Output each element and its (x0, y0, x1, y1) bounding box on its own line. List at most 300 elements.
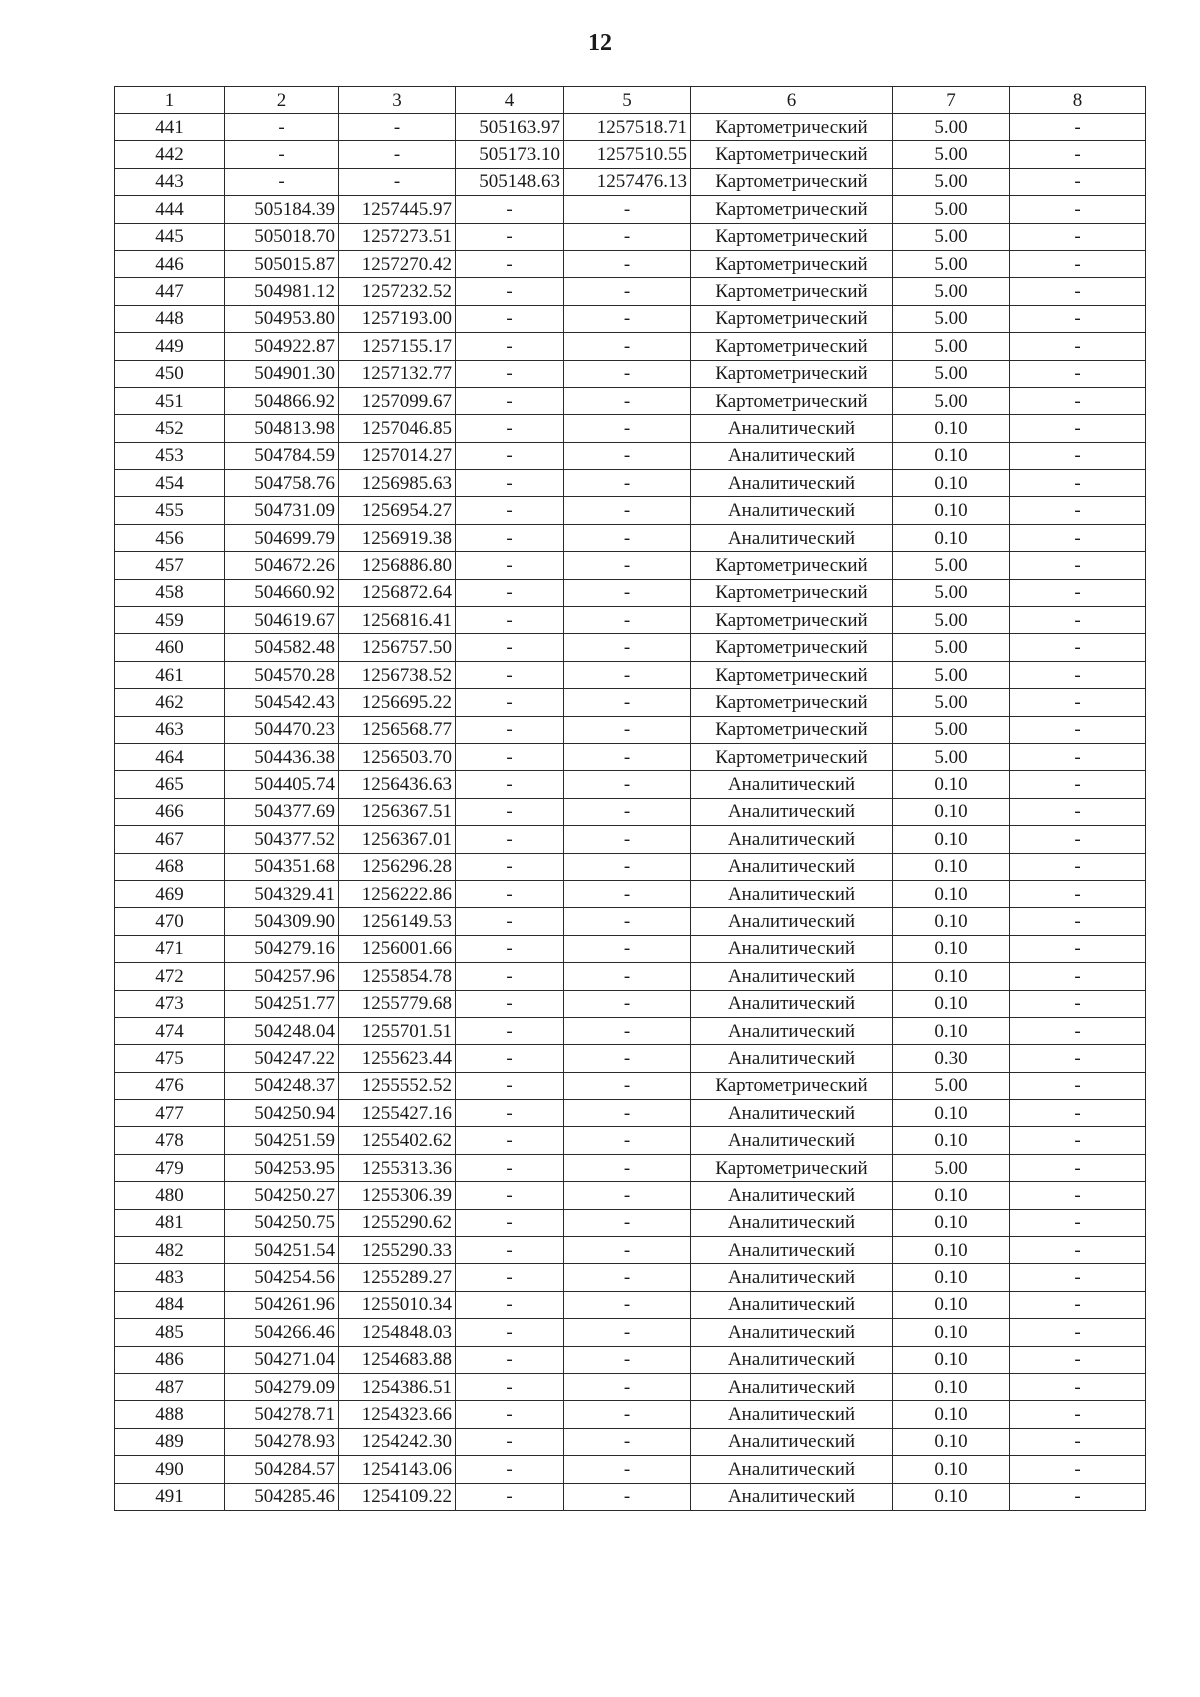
cell-x-coordinate-new: - (456, 1072, 564, 1099)
cell-notes: - (1010, 168, 1146, 195)
cell-notes: - (1010, 223, 1146, 250)
cell-x-coordinate: 504251.54 (225, 1237, 339, 1264)
cell-notes: - (1010, 196, 1146, 223)
cell-x-coordinate-new: - (456, 387, 564, 414)
cell-x-coordinate: 504660.92 (225, 579, 339, 606)
table-row (115, 826, 1146, 853)
cell-x-coordinate: 504329.41 (225, 880, 339, 907)
table-row (115, 743, 1146, 770)
table-row (115, 1428, 1146, 1455)
cell-y-coordinate: - (339, 168, 456, 195)
cell-y-coordinate: 1257232.52 (339, 278, 456, 305)
cell-y-coordinate-new: - (564, 415, 691, 442)
cell-y-coordinate-new: - (564, 470, 691, 497)
cell-point-number: 487 (115, 1373, 225, 1400)
cell-x-coordinate: 505015.87 (225, 250, 339, 277)
coordinates-table (114, 86, 1146, 1511)
cell-x-coordinate: 504257.96 (225, 963, 339, 990)
cell-y-coordinate: 1257445.97 (339, 196, 456, 223)
cell-accuracy: 5.00 (893, 196, 1010, 223)
table-row (115, 141, 1146, 168)
cell-x-coordinate-new: - (456, 1456, 564, 1483)
cell-notes: - (1010, 826, 1146, 853)
cell-x-coordinate-new: - (456, 880, 564, 907)
table-row (115, 1346, 1146, 1373)
cell-method: Аналитический (691, 1237, 893, 1264)
cell-y-coordinate-new: - (564, 1483, 691, 1510)
cell-notes: - (1010, 1346, 1146, 1373)
cell-y-coordinate: 1256367.51 (339, 798, 456, 825)
cell-method: Аналитический (691, 1456, 893, 1483)
cell-point-number: 444 (115, 196, 225, 223)
column-header-7: 7 (893, 87, 1010, 114)
cell-method: Аналитический (691, 935, 893, 962)
cell-x-coordinate-new: - (456, 1182, 564, 1209)
cell-accuracy: 5.00 (893, 689, 1010, 716)
table-row (115, 908, 1146, 935)
column-header-4: 4 (456, 87, 564, 114)
cell-x-coordinate: 504619.67 (225, 607, 339, 634)
cell-x-coordinate-new: - (456, 1237, 564, 1264)
cell-method: Картометрический (691, 250, 893, 277)
cell-x-coordinate: 504813.98 (225, 415, 339, 442)
cell-accuracy: 0.10 (893, 1017, 1010, 1044)
cell-notes: - (1010, 1127, 1146, 1154)
cell-y-coordinate: 1256503.70 (339, 743, 456, 770)
table-header (115, 87, 1146, 114)
cell-x-coordinate-new: - (456, 1127, 564, 1154)
cell-x-coordinate-new: 505173.10 (456, 141, 564, 168)
cell-y-coordinate: 1254242.30 (339, 1428, 456, 1455)
table-row (115, 333, 1146, 360)
cell-point-number: 489 (115, 1428, 225, 1455)
cell-y-coordinate: 1257155.17 (339, 333, 456, 360)
cell-point-number: 456 (115, 524, 225, 551)
cell-accuracy: 5.00 (893, 552, 1010, 579)
cell-accuracy: 0.10 (893, 798, 1010, 825)
cell-accuracy: 5.00 (893, 387, 1010, 414)
cell-y-coordinate: 1256149.53 (339, 908, 456, 935)
cell-notes: - (1010, 963, 1146, 990)
cell-notes: - (1010, 634, 1146, 661)
cell-notes: - (1010, 689, 1146, 716)
cell-accuracy: 5.00 (893, 634, 1010, 661)
column-header-6: 6 (691, 87, 893, 114)
cell-x-coordinate: 504247.22 (225, 1045, 339, 1072)
table-row (115, 524, 1146, 551)
cell-x-coordinate-new: - (456, 305, 564, 332)
cell-point-number: 482 (115, 1237, 225, 1264)
cell-notes: - (1010, 1483, 1146, 1510)
cell-x-coordinate-new: - (456, 743, 564, 770)
cell-method: Аналитический (691, 880, 893, 907)
table-row (115, 1100, 1146, 1127)
table-row (115, 223, 1146, 250)
cell-notes: - (1010, 1017, 1146, 1044)
cell-point-number: 451 (115, 387, 225, 414)
cell-y-coordinate: 1256222.86 (339, 880, 456, 907)
column-header-2: 2 (225, 87, 339, 114)
cell-point-number: 455 (115, 497, 225, 524)
cell-x-coordinate-new: - (456, 223, 564, 250)
cell-x-coordinate-new: - (456, 1428, 564, 1455)
cell-accuracy: 0.10 (893, 1291, 1010, 1318)
cell-x-coordinate: 504261.96 (225, 1291, 339, 1318)
cell-point-number: 478 (115, 1127, 225, 1154)
cell-y-coordinate: 1254323.66 (339, 1401, 456, 1428)
cell-x-coordinate-new: - (456, 607, 564, 634)
cell-point-number: 457 (115, 552, 225, 579)
cell-y-coordinate-new: - (564, 689, 691, 716)
table-row (115, 689, 1146, 716)
cell-accuracy: 0.10 (893, 442, 1010, 469)
cell-x-coordinate: 504981.12 (225, 278, 339, 305)
cell-y-coordinate: 1255779.68 (339, 990, 456, 1017)
cell-accuracy: 5.00 (893, 579, 1010, 606)
table-row (115, 1127, 1146, 1154)
cell-x-coordinate-new: - (456, 1100, 564, 1127)
cell-y-coordinate: 1255552.52 (339, 1072, 456, 1099)
cell-point-number: 441 (115, 114, 225, 141)
cell-method: Картометрический (691, 1072, 893, 1099)
cell-accuracy: 5.00 (893, 1072, 1010, 1099)
cell-method: Картометрический (691, 743, 893, 770)
cell-point-number: 473 (115, 990, 225, 1017)
cell-notes: - (1010, 415, 1146, 442)
cell-point-number: 462 (115, 689, 225, 716)
cell-x-coordinate: 504922.87 (225, 333, 339, 360)
cell-accuracy: 5.00 (893, 360, 1010, 387)
cell-y-coordinate: - (339, 141, 456, 168)
cell-notes: - (1010, 1182, 1146, 1209)
cell-y-coordinate-new: 1257476.13 (564, 168, 691, 195)
cell-y-coordinate: 1256985.63 (339, 470, 456, 497)
cell-point-number: 475 (115, 1045, 225, 1072)
cell-y-coordinate-new: - (564, 1264, 691, 1291)
cell-method: Аналитический (691, 1127, 893, 1154)
cell-y-coordinate-new: - (564, 360, 691, 387)
table-row (115, 771, 1146, 798)
cell-point-number: 470 (115, 908, 225, 935)
cell-x-coordinate: 504351.68 (225, 853, 339, 880)
cell-point-number: 483 (115, 1264, 225, 1291)
cell-accuracy: 0.10 (893, 826, 1010, 853)
cell-accuracy: 0.10 (893, 1373, 1010, 1400)
cell-y-coordinate-new: - (564, 661, 691, 688)
cell-x-coordinate: 504405.74 (225, 771, 339, 798)
cell-x-coordinate-new: - (456, 634, 564, 661)
cell-y-coordinate-new: 1257518.71 (564, 114, 691, 141)
cell-y-coordinate: 1256919.38 (339, 524, 456, 551)
cell-x-coordinate: 504377.52 (225, 826, 339, 853)
cell-y-coordinate-new: - (564, 387, 691, 414)
cell-method: Картометрический (691, 607, 893, 634)
cell-y-coordinate: 1256568.77 (339, 716, 456, 743)
cell-point-number: 488 (115, 1401, 225, 1428)
cell-method: Картометрический (691, 579, 893, 606)
cell-accuracy: 5.00 (893, 168, 1010, 195)
cell-y-coordinate: 1255701.51 (339, 1017, 456, 1044)
cell-method: Аналитический (691, 415, 893, 442)
cell-x-coordinate-new: - (456, 250, 564, 277)
cell-accuracy: 5.00 (893, 333, 1010, 360)
cell-x-coordinate: 504254.56 (225, 1264, 339, 1291)
table-row (115, 442, 1146, 469)
cell-y-coordinate: 1255289.27 (339, 1264, 456, 1291)
cell-notes: - (1010, 661, 1146, 688)
cell-y-coordinate-new: - (564, 552, 691, 579)
cell-method: Картометрический (691, 196, 893, 223)
cell-notes: - (1010, 1072, 1146, 1099)
cell-point-number: 446 (115, 250, 225, 277)
cell-x-coordinate: 504436.38 (225, 743, 339, 770)
table-row (115, 387, 1146, 414)
cell-notes: - (1010, 141, 1146, 168)
cell-method: Аналитический (691, 826, 893, 853)
cell-y-coordinate-new: - (564, 223, 691, 250)
cell-notes: - (1010, 497, 1146, 524)
table-row (115, 1209, 1146, 1236)
cell-notes: - (1010, 442, 1146, 469)
table-row (115, 1182, 1146, 1209)
cell-y-coordinate-new: - (564, 908, 691, 935)
cell-x-coordinate: 504251.77 (225, 990, 339, 1017)
cell-x-coordinate: 504279.16 (225, 935, 339, 962)
cell-x-coordinate-new: 505163.97 (456, 114, 564, 141)
cell-x-coordinate-new: - (456, 196, 564, 223)
cell-x-coordinate: 504309.90 (225, 908, 339, 935)
cell-notes: - (1010, 990, 1146, 1017)
cell-y-coordinate-new: - (564, 716, 691, 743)
cell-point-number: 449 (115, 333, 225, 360)
cell-x-coordinate: - (225, 168, 339, 195)
table-row (115, 1319, 1146, 1346)
table-row (115, 360, 1146, 387)
cell-point-number: 452 (115, 415, 225, 442)
cell-y-coordinate: 1257099.67 (339, 387, 456, 414)
cell-x-coordinate: 504248.37 (225, 1072, 339, 1099)
cell-method: Аналитический (691, 497, 893, 524)
cell-x-coordinate-new: - (456, 798, 564, 825)
cell-x-coordinate: 504251.59 (225, 1127, 339, 1154)
cell-y-coordinate-new: - (564, 1209, 691, 1236)
cell-y-coordinate: 1254386.51 (339, 1373, 456, 1400)
cell-point-number: 442 (115, 141, 225, 168)
cell-point-number: 445 (115, 223, 225, 250)
header-row (115, 87, 1146, 114)
cell-notes: - (1010, 114, 1146, 141)
table-row (115, 634, 1146, 661)
cell-x-coordinate-new: - (456, 442, 564, 469)
cell-method: Картометрический (691, 661, 893, 688)
cell-accuracy: 0.10 (893, 1100, 1010, 1127)
cell-accuracy: 0.10 (893, 771, 1010, 798)
cell-point-number: 460 (115, 634, 225, 661)
cell-accuracy: 5.00 (893, 141, 1010, 168)
cell-y-coordinate-new: - (564, 1072, 691, 1099)
cell-accuracy: 0.10 (893, 963, 1010, 990)
cell-y-coordinate-new: - (564, 305, 691, 332)
cell-accuracy: 0.10 (893, 1428, 1010, 1455)
cell-y-coordinate-new: - (564, 250, 691, 277)
cell-point-number: 479 (115, 1154, 225, 1181)
table-row (115, 168, 1146, 195)
table-row (115, 935, 1146, 962)
cell-x-coordinate-new: - (456, 415, 564, 442)
cell-y-coordinate-new: - (564, 1291, 691, 1318)
table-row (115, 1264, 1146, 1291)
cell-y-coordinate: 1254143.06 (339, 1456, 456, 1483)
cell-accuracy: 0.10 (893, 1456, 1010, 1483)
table-row (115, 1456, 1146, 1483)
cell-notes: - (1010, 1154, 1146, 1181)
cell-y-coordinate: 1255290.62 (339, 1209, 456, 1236)
cell-accuracy: 0.10 (893, 1483, 1010, 1510)
table-row (115, 1373, 1146, 1400)
cell-x-coordinate: 504582.48 (225, 634, 339, 661)
cell-x-coordinate: 504699.79 (225, 524, 339, 551)
cell-y-coordinate-new: - (564, 853, 691, 880)
cell-x-coordinate-new: - (456, 360, 564, 387)
cell-accuracy: 0.10 (893, 853, 1010, 880)
cell-x-coordinate: 504758.76 (225, 470, 339, 497)
cell-notes: - (1010, 1401, 1146, 1428)
cell-point-number: 443 (115, 168, 225, 195)
cell-x-coordinate: 504470.23 (225, 716, 339, 743)
cell-point-number: 485 (115, 1319, 225, 1346)
cell-x-coordinate-new: - (456, 771, 564, 798)
cell-point-number: 490 (115, 1456, 225, 1483)
cell-y-coordinate: 1256695.22 (339, 689, 456, 716)
cell-accuracy: 5.00 (893, 305, 1010, 332)
cell-method: Картометрический (691, 634, 893, 661)
cell-x-coordinate: 504866.92 (225, 387, 339, 414)
table-row (115, 552, 1146, 579)
cell-notes: - (1010, 1456, 1146, 1483)
cell-accuracy: 0.10 (893, 470, 1010, 497)
column-header-1: 1 (115, 87, 225, 114)
cell-method: Аналитический (691, 1291, 893, 1318)
cell-point-number: 486 (115, 1346, 225, 1373)
cell-x-coordinate-new: - (456, 963, 564, 990)
cell-x-coordinate-new: - (456, 278, 564, 305)
cell-x-coordinate: 504278.93 (225, 1428, 339, 1455)
cell-y-coordinate: 1257193.00 (339, 305, 456, 332)
cell-x-coordinate: 504731.09 (225, 497, 339, 524)
cell-y-coordinate-new: - (564, 963, 691, 990)
cell-method: Аналитический (691, 470, 893, 497)
cell-notes: - (1010, 1373, 1146, 1400)
cell-point-number: 448 (115, 305, 225, 332)
cell-y-coordinate: 1255306.39 (339, 1182, 456, 1209)
cell-method: Картометрический (691, 1154, 893, 1181)
table-row (115, 250, 1146, 277)
table-row (115, 607, 1146, 634)
cell-x-coordinate-new: - (456, 524, 564, 551)
cell-x-coordinate: 504248.04 (225, 1017, 339, 1044)
cell-point-number: 469 (115, 880, 225, 907)
cell-x-coordinate: 504250.27 (225, 1182, 339, 1209)
page-number: 12 (588, 30, 612, 56)
cell-point-number: 476 (115, 1072, 225, 1099)
cell-point-number: 465 (115, 771, 225, 798)
cell-method: Картометрический (691, 141, 893, 168)
cell-method: Аналитический (691, 1017, 893, 1044)
cell-y-coordinate: 1254109.22 (339, 1483, 456, 1510)
cell-notes: - (1010, 360, 1146, 387)
cell-method: Аналитический (691, 1346, 893, 1373)
cell-y-coordinate: 1257014.27 (339, 442, 456, 469)
cell-notes: - (1010, 387, 1146, 414)
cell-x-coordinate: 504266.46 (225, 1319, 339, 1346)
cell-method: Аналитический (691, 1483, 893, 1510)
cell-point-number: 491 (115, 1483, 225, 1510)
cell-notes: - (1010, 935, 1146, 962)
cell-x-coordinate: 504901.30 (225, 360, 339, 387)
cell-x-coordinate-new: - (456, 1209, 564, 1236)
cell-method: Аналитический (691, 963, 893, 990)
cell-y-coordinate-new: - (564, 1401, 691, 1428)
cell-y-coordinate-new: - (564, 1100, 691, 1127)
table-row (115, 798, 1146, 825)
cell-notes: - (1010, 250, 1146, 277)
cell-x-coordinate: 504278.71 (225, 1401, 339, 1428)
cell-accuracy: 5.00 (893, 607, 1010, 634)
table-row (115, 963, 1146, 990)
cell-y-coordinate: 1254848.03 (339, 1319, 456, 1346)
cell-y-coordinate-new: 1257510.55 (564, 141, 691, 168)
cell-method: Аналитический (691, 1045, 893, 1072)
cell-y-coordinate-new: - (564, 1045, 691, 1072)
cell-notes: - (1010, 853, 1146, 880)
table-body (115, 114, 1146, 1511)
column-header-8: 8 (1010, 87, 1146, 114)
cell-notes: - (1010, 278, 1146, 305)
cell-accuracy: 5.00 (893, 1154, 1010, 1181)
cell-x-coordinate-new: - (456, 661, 564, 688)
cell-method: Картометрический (691, 223, 893, 250)
cell-notes: - (1010, 716, 1146, 743)
cell-y-coordinate-new: - (564, 1346, 691, 1373)
cell-x-coordinate-new: - (456, 853, 564, 880)
cell-y-coordinate-new: - (564, 798, 691, 825)
table-row (115, 1483, 1146, 1510)
table-row (115, 1401, 1146, 1428)
cell-accuracy: 0.10 (893, 1127, 1010, 1154)
cell-method: Аналитический (691, 1319, 893, 1346)
cell-method: Аналитический (691, 1264, 893, 1291)
cell-notes: - (1010, 305, 1146, 332)
cell-notes: - (1010, 1264, 1146, 1291)
cell-method: Картометрический (691, 305, 893, 332)
cell-x-coordinate-new: - (456, 1291, 564, 1318)
cell-x-coordinate-new: - (456, 1401, 564, 1428)
cell-accuracy: 0.10 (893, 990, 1010, 1017)
cell-x-coordinate: 504250.75 (225, 1209, 339, 1236)
cell-point-number: 450 (115, 360, 225, 387)
cell-y-coordinate: 1256738.52 (339, 661, 456, 688)
cell-y-coordinate-new: - (564, 1127, 691, 1154)
cell-y-coordinate: 1254683.88 (339, 1346, 456, 1373)
table-row (115, 853, 1146, 880)
table-row (115, 1017, 1146, 1044)
cell-y-coordinate-new: - (564, 1017, 691, 1044)
cell-y-coordinate: 1256436.63 (339, 771, 456, 798)
cell-y-coordinate-new: - (564, 579, 691, 606)
cell-x-coordinate: 504253.95 (225, 1154, 339, 1181)
cell-accuracy: 5.00 (893, 223, 1010, 250)
cell-x-coordinate-new: - (456, 1154, 564, 1181)
